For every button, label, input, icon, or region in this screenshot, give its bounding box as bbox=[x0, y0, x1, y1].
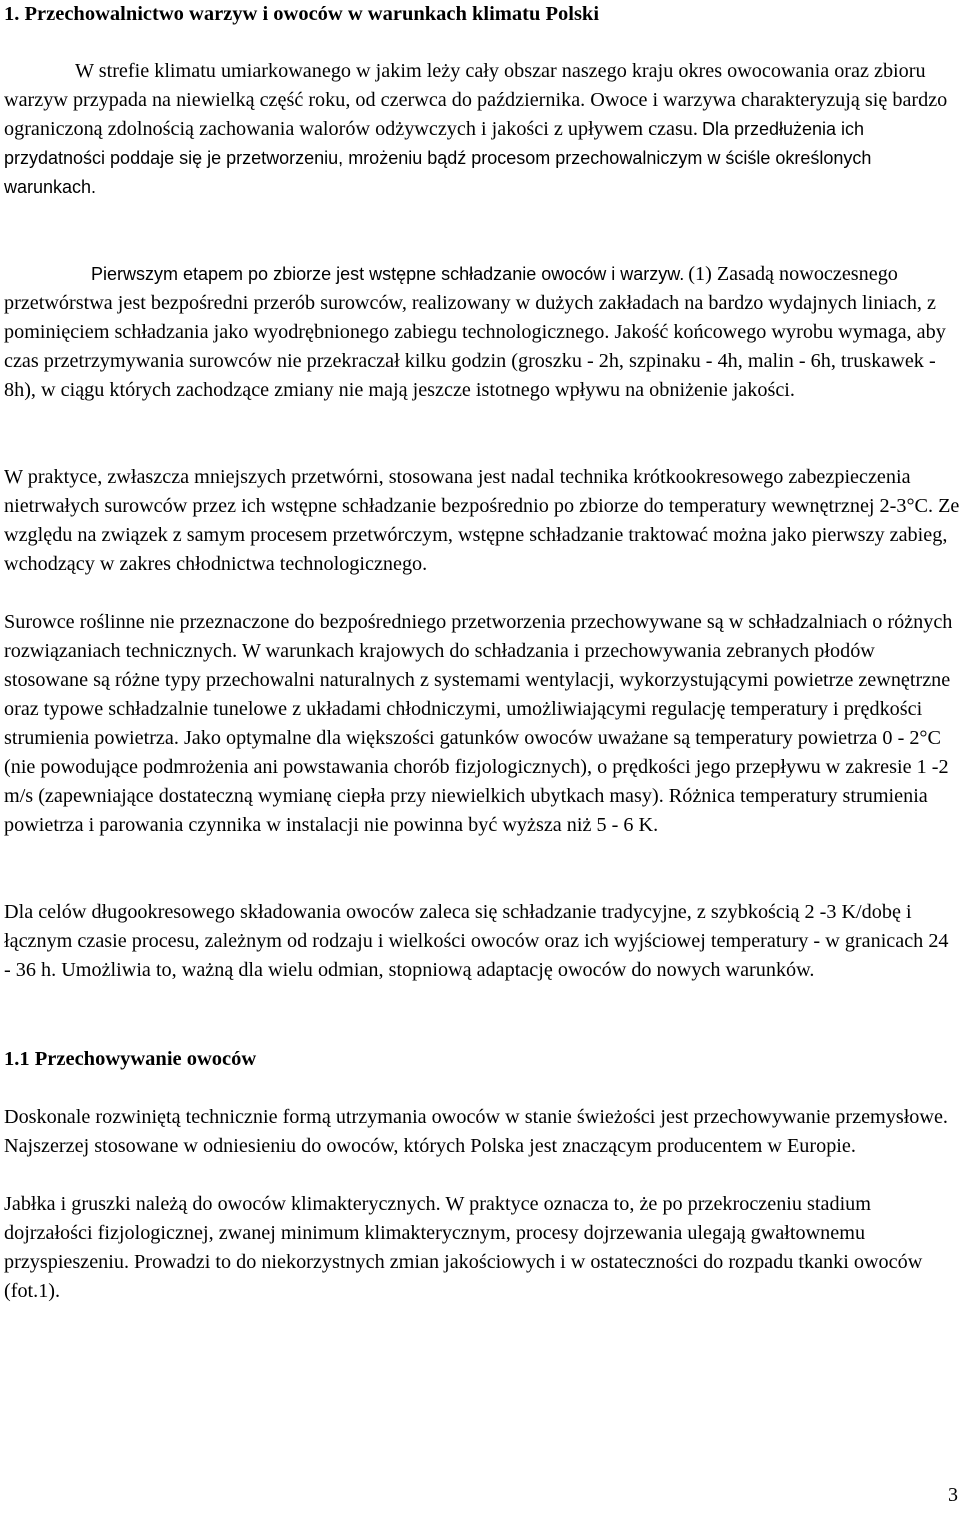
subsection-heading: 1.1 Przechowywanie owoców bbox=[4, 1048, 257, 1070]
paragraph-long-term-storage: Dla celów długookresowego składowania owoców zaleca się schładzanie tradycyjne, z szybkością 2 -3 K/dobę i łącznym czasie procesu, zależnym od rodzaju i wielkości owoców oraz ich wyjściowej temperatury - w granicach 24 - 36 h. Umożliwia to, ważną dla wielu odmian, stopniową adaptację owoców do nowych warunków. bbox=[4, 901, 949, 981]
paragraph-precooling bbox=[4, 260, 960, 405]
paragraph-climate-sans: Dla przedłużenia ich przydatności poddaje się je przetworzeniu, mrożeniu bądź procesom przechowalniczym w ściśle określonych warunkach. bbox=[4, 119, 872, 197]
paragraph-practice: W praktyce, zwłaszcza mniejszych przetwórni, stosowana jest nadal technika krótkookresowego zabezpieczenia nietrwałych surowców przez ich wstępne schładzanie bezpośrednio po zbiorze do temperatury wewnętrznej 2-3°C. Ze względu na związek z samym procesem przetwórczym, wstępne schładzanie traktować można jako pierwszy zabieg, wchodzący w zakres chłodnictwa technologicznego. bbox=[4, 466, 960, 575]
paragraph-climacteric-fruits: Jabłka i gruszki należą do owoców klimakterycznych. W praktyce oznacza to, że po przekroczeniu stadium dojrzałości fizjologicznej, zwanej minimum klimakterycznym, procesy dojrzewania ulegają gwałtownemu przyspieszeniu. Prowadzi to do niekorzystnych zmian jakościowych i w ostateczności do rozpadu tkanki owoców (fot.1). bbox=[4, 1193, 923, 1302]
paragraph-industrial-storage: Doskonale rozwiniętą technicznie formą utrzymania owoców w stanie świeżości jest przechowywanie przemysłowe. Najszerzej stosowane w odniesieniu do owoców, których Polska jest znaczącym producentem w Europie. bbox=[4, 1106, 948, 1157]
page-number: 3 bbox=[948, 1484, 958, 1506]
paragraph-climate-serif: W strefie klimatu umiarkowanego w jakim leży cały obszar naszego kraju okres owocowania oraz zbioru warzyw przypada na niewielką część roku, od czerwca do października. Owoce i warzywa charakteryzują się bardzo ograniczoną zdolnością zachowania walorów odżywczych i jakości z upływem czasu. bbox=[4, 60, 948, 140]
paragraph-precooling-sans: Pierwszym etapem po zbiorze jest wstępne schładzanie owoców i warzyw. bbox=[91, 264, 685, 284]
paragraph-raw-materials: Surowce roślinne nie przeznaczone do bezpośredniego przetworzenia przechowywane są w schładzalniach o różnych rozwiązaniach technicznych. W warunkach krajowych do schładzania i przechowywania zebranych płodów stosowane są różne typy przechowalni naturalnych z systemami wentylacji, wykorzystującymi powietrze zewnętrzne oraz typowe schładzalnie tunelowe z układami chłodniczymi, umożliwiającymi regulację temperatury i prędkości strumienia powietrza. Jako optymalne dla większości gatunków owoców uważane są temperatury powietrza 0 - 2°C (nie powodujące podmrożenia ani powstawania chorób fizjologicznych), o prędkości jego przepływu w zakresie 1 -2 m/s (zapewniające dostateczną wymianę ciepła przy niewielkich ubytkach masy). Różnica temperatury strumienia powietrza i parowania czynnika w instalacji nie powinna być wyższa niż 5 - 6 K. bbox=[4, 611, 953, 836]
paragraph-precooling-serif: (1) Zasadą nowoczesnego przetwórstwa jest bezpośredni przerób surowców, realizowany w dużych zakładach na bardzo wydajnych liniach, z pominięciem schładzania jako wyodrębnionego zabiegu technologicznego. Jakość końcowego wyrobu wymaga, aby czas przetrzymywania surowców nie przekraczał kilku godzin (groszku - 2h, szpinaku - 4h, malin - 6h, truskawek - 8h), w ciągu których zachodzące zmiany nie mają jeszcze istotnego wpływu na obniżenie jakości. bbox=[4, 263, 946, 401]
section-heading: 1. Przechowalnictwo warzyw i owoców w warunkach klimatu Polski bbox=[4, 3, 600, 25]
paragraph-climate bbox=[4, 57, 960, 202]
